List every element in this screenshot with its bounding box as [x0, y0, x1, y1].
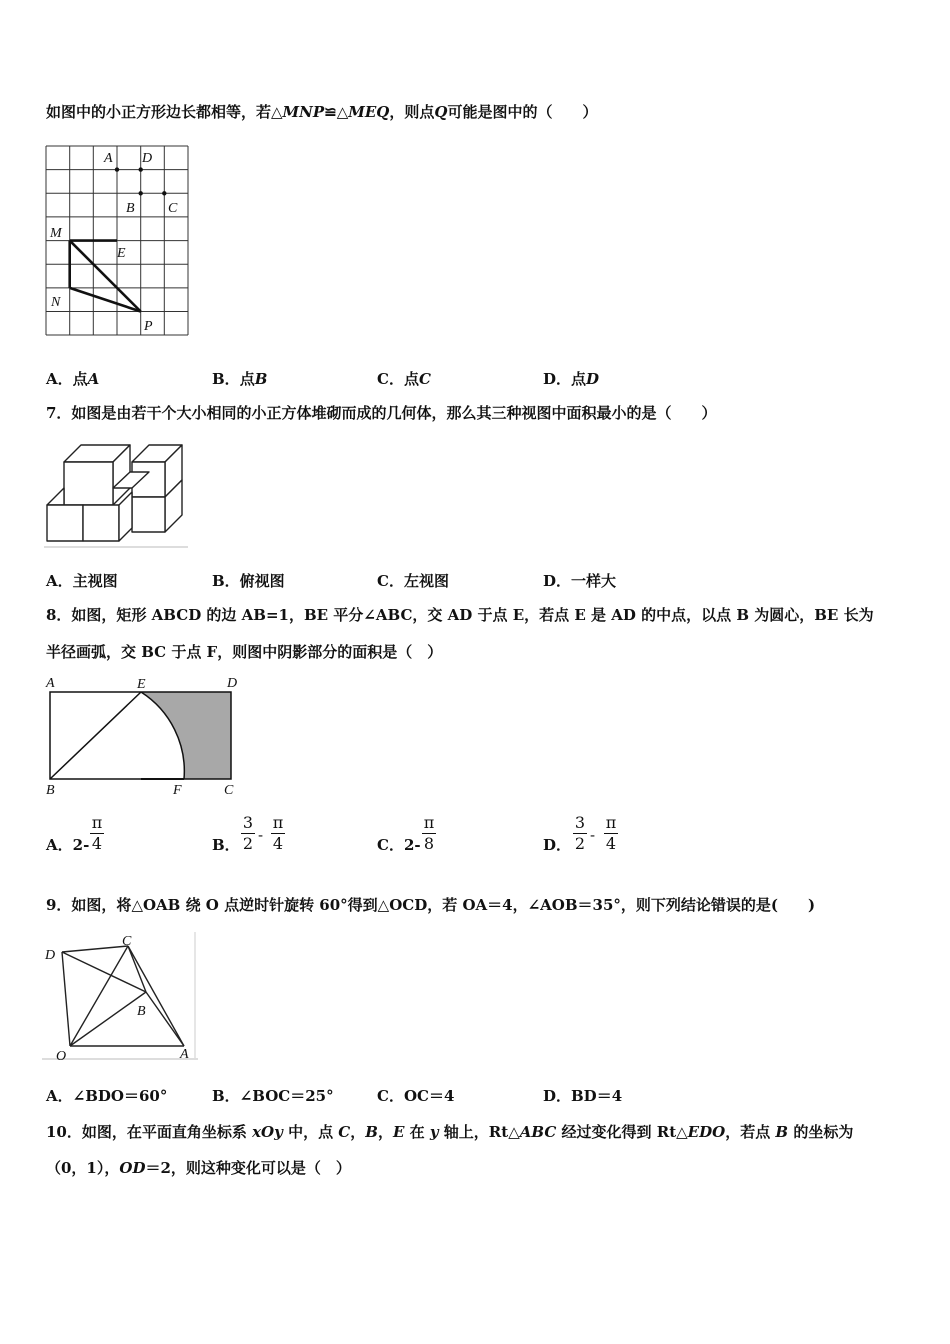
q8-label-e: E — [137, 677, 146, 692]
q9-option-d[interactable]: D．BD＝4 — [543, 1087, 623, 1105]
q8-option-c-fraction: π 8 — [423, 813, 435, 853]
q8-stem-line2: 半径画弧，交 BC 于点 F，则图中阴影部分的面积是（ ） — [46, 643, 443, 661]
q7-option-c[interactable]: C．左视图 — [377, 572, 449, 590]
q6-label-b: B — [126, 201, 135, 216]
q6-label-n: N — [51, 295, 61, 310]
q6-label-a: A — [104, 151, 113, 166]
q6-label-p: P — [144, 319, 153, 334]
q6-option-c[interactable]: C．点C — [377, 370, 431, 388]
q8-option-a-fraction: π 4 — [91, 813, 103, 853]
q9-label-o: O — [56, 1049, 67, 1062]
q8-option-c[interactable]: C．2- — [377, 836, 421, 854]
q9-label-c: C — [122, 934, 132, 949]
q6-label-c: C — [168, 201, 178, 216]
q6-option-a[interactable]: A．点A — [46, 370, 100, 388]
q7-stem: 7．如图是由若干个大小相同的小正方体堆砌而成的几何体，那么其三种视图中面积最小的是（ ） — [46, 404, 717, 422]
q7-option-a[interactable]: A．主视图 — [46, 572, 118, 590]
q7-option-d[interactable]: D．一样大 — [543, 572, 617, 590]
q9-rotation-figure — [42, 932, 198, 1062]
q9-stem: 9．如图，将△OAB 绕 O 点逆时针旋转 60°得到△OCD，若 OA＝4，∠AOB＝35°，则下列结论错误的是( ) — [46, 896, 816, 914]
q10-stem-line1: 10．如图，在平面直角坐标系 xOy 中，点 C，B，E 在 y 轴上，Rt△ABC 经过变化得到 Rt△EDO，若点 B 的坐标为 — [46, 1123, 854, 1141]
q9-option-c[interactable]: C．OC＝4 — [377, 1087, 455, 1105]
q6-option-d[interactable]: D．点D — [543, 370, 600, 388]
q10-stem-line2: （0，1），OD＝2，则这种变化可以是（ ） — [46, 1159, 351, 1177]
q6-stem: 如图中的小正方形边长都相等，若△MNP≌△MEQ，则点Q可能是图中的（ ） — [46, 103, 598, 121]
q8-label-c: C — [224, 783, 234, 798]
q9-label-b: B — [137, 1004, 146, 1019]
q9-option-a[interactable]: A．∠BDO＝60° — [46, 1087, 168, 1105]
q8-label-b: B — [46, 783, 55, 798]
q8-option-d-minus: - — [590, 826, 596, 844]
q8-option-d-fraction-2: π 4 — [605, 813, 617, 853]
q8-label-d: D — [227, 676, 238, 691]
q8-stem-line1: 8．如图，矩形 ABCD 的边 AB=1，BE 平分∠ABC，交 AD 于点 E，若点 E 是 AD 的中点，以点 B 为圆心，BE 长为 — [46, 606, 874, 624]
q8-rectangle-figure — [44, 674, 248, 800]
q9-option-b[interactable]: B．∠BOC＝25° — [212, 1087, 334, 1105]
q9-label-a: A — [180, 1047, 189, 1062]
q7-option-b[interactable]: B．俯视图 — [212, 572, 285, 590]
q6-label-m: M — [50, 226, 62, 241]
q8-option-b-fraction-2: π 4 — [272, 813, 284, 853]
q8-option-b-fraction-1: 3 2 — [242, 813, 254, 853]
q8-option-b[interactable]: B． — [212, 836, 240, 854]
q8-option-d[interactable]: D． — [543, 836, 572, 854]
q6-label-d: D — [142, 151, 153, 166]
q8-label-a: A — [46, 676, 55, 691]
q6-grid-figure — [44, 144, 190, 342]
q6-label-e: E — [117, 246, 126, 261]
q9-label-d: D — [45, 948, 56, 963]
q8-option-b-minus: - — [258, 826, 264, 844]
q8-label-f: F — [173, 783, 182, 798]
q6-option-b[interactable]: B．点B — [212, 370, 268, 388]
q7-cubes-figure — [44, 442, 188, 550]
q8-option-a[interactable]: A．2- — [46, 836, 90, 854]
q8-option-d-fraction-1: 3 2 — [574, 813, 586, 853]
